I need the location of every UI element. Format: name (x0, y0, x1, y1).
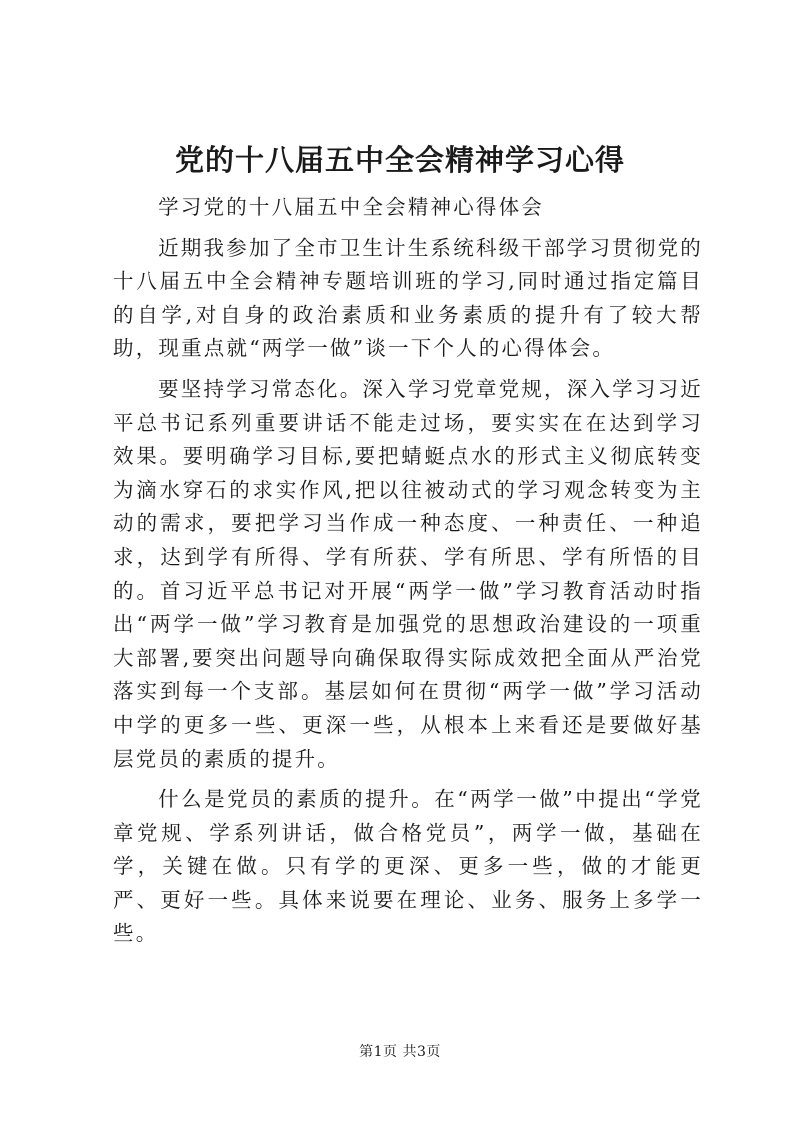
page-footer: 第1页 共3页 (359, 1044, 441, 1060)
subtitle-paragraph: 学习党的十八届五中全会精神心得体会 (158, 195, 544, 219)
body-paragraph-1: 近期我参加了全市卫生计生系统科级干部学习贯彻党的十八届五中全会精神专题培训班的学习,同时通过指定篇目的自学,对自身的政治素质和业务素质的提升有了较大帮助，现重点就“两学一做”谈一下个人的心得体会。 (113, 235, 703, 361)
document-title: 党的十八届五中全会精神学习心得 (174, 143, 625, 177)
body-paragraph-3: 什么是党员的素质的提升。在“两学一做”中提出“学党章党规、学系列讲话，做合格党员”，两学一做，基础在学，关键在做。只有学的更深、更多一些，做的才能更严、更好一些。具体来说要在理论、业务、服务上多学一些。 (113, 787, 703, 946)
document-body (113, 191, 703, 951)
body-paragraph-2: 要坚持学习常态化。深入学习党章党规，深入学习习近平总书记系列重要讲话不能走过场，要实实在在达到学习效果。要明确学习目标,要把蜻蜓点水的形式主义彻底转变为滴水穿石的求实作风,把以往被动式的学习观念转变为主动的需求，要把学习当作成一种态度、一种责任、一种追求，达到学有所得、学有所获、学有所思、学有所悟的目的。首习近平总书记对开展“两学一做”学习教育活动时指出“两学一做”学习教育是加强党的思想政治建设的一项重大部署,要突出问题导向确保取得实际成效把全面从严治党落实到每一个支部。基层如何在贯彻“两学一做”学习活动中学的更多一些、更深一些，从根本上来看还是要做好基层党员的素质的提升。 (113, 376, 703, 771)
